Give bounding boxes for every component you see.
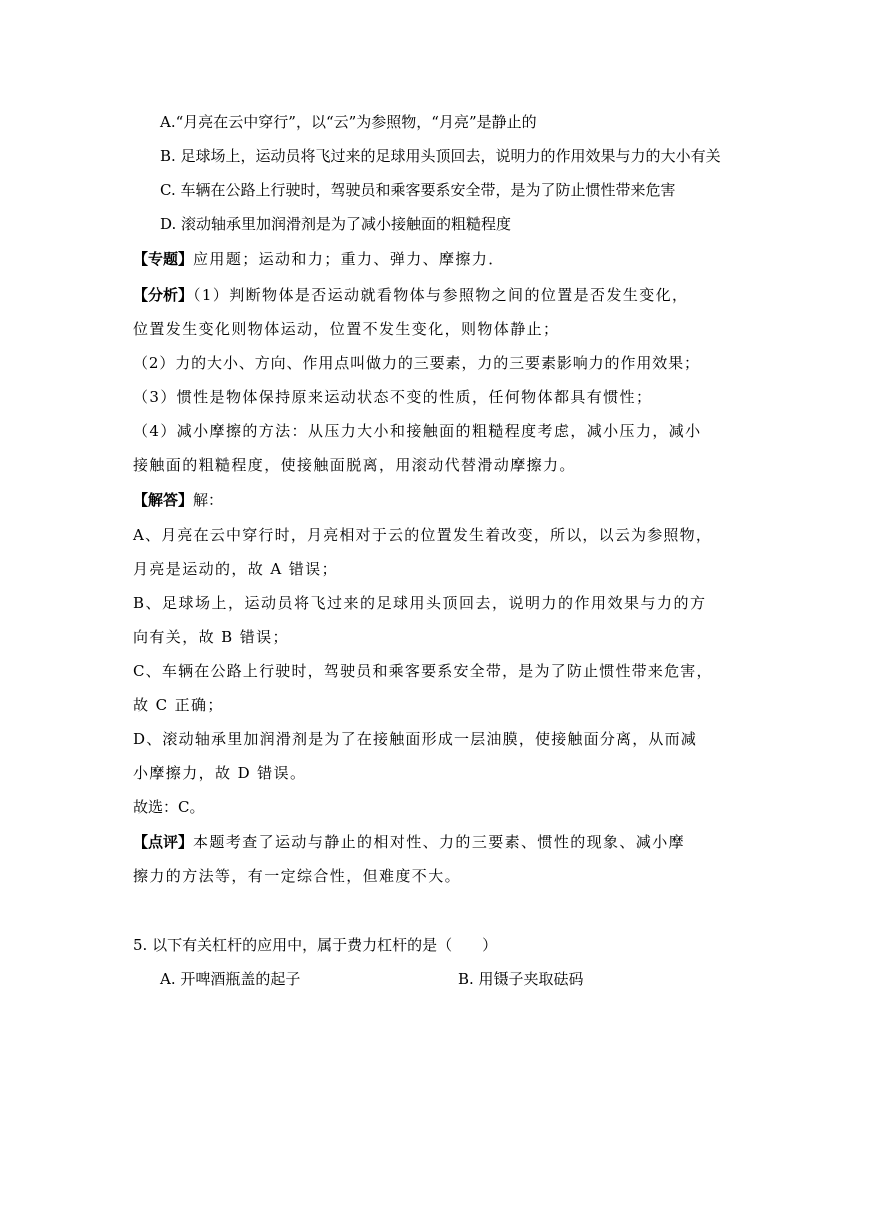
topic-tag: 【专题】 [133,250,194,268]
answer-line-2: 月亮是运动的，故 A 错误； [133,560,338,578]
analysis-line-2: 位置发生变化则物体运动，位置不发生变化，则物体静止； [133,320,560,338]
analysis-line-5: （4）减小摩擦的方法：从压力大小和接触面的粗糙程度考虑，减小压力，减小 [133,422,702,440]
comment-line-2: 擦力的方法等，有一定综合性，但难度不大。 [133,867,462,885]
answer-line-5: C、车辆在公路上行驶时，驾驶员和乘客要系安全带，是为了防止惯性带来危害， [133,662,713,680]
option-b-prev: B. 足球场上，运动员将飞过来的足球用头顶回去，说明力的作用效果与力的大小有关 [160,147,721,165]
answer-line-1: A、月亮在云中穿行时，月亮相对于云的位置发生着改变，所以，以云为参照物， [133,526,713,544]
comment-tag: 【点评】 [133,833,194,851]
answer-line-8: 小摩擦力，故 D 错误。 [133,764,307,782]
option-d-prev: D. 滚动轴承里加润滑剂是为了减小接触面的粗糙程度 [160,215,512,233]
question-5-option-a: A. 开啤酒瓶盖的起子 [160,970,301,988]
topic-text: 应用题；运动和力；重力、弹力、摩擦力． [193,250,505,268]
answer-line-4: 向有关，故 B 错误； [133,628,289,646]
answer-tag: 【解答】 [133,491,194,509]
analysis-line-4: （3）惯性是物体保持原来运动状态不变的性质，任何物体都具有惯性； [133,388,653,406]
option-a-prev: A.“月亮在云中穿行”，以“云”为参照物，“月亮”是静止的 [160,113,537,131]
answer-line-0 [133,490,223,510]
topic-line [133,249,505,269]
question-5-option-b: B. 用镊子夹取砝码 [458,970,584,988]
answer-intro: 解： [193,491,224,509]
comment-text-1: 本题考查了运动与静止的相对性、力的三要素、惯性的现象、减小摩 [193,833,686,851]
analysis-line-3: （2）力的大小、方向、作用点叫做力的三要素，力的三要素影响力的作用效果； [133,354,700,372]
option-c-prev: C. 车辆在公路上行驶时，驾驶员和乘客要系安全带，是为了防止惯性带来危害 [160,181,676,199]
question-5-stem: 5. 以下有关杠杆的应用中，属于费力杠杆的是（ ） [133,936,498,954]
analysis-line-6: 接触面的粗糙程度，使接触面脱离，用滚动代替滑动摩擦力。 [133,456,576,474]
analysis-text-1: （1）判断物体是否运动就看物体与参照物之间的位置是否发生变化， [193,286,689,304]
answer-line-9: 故选：C。 [133,798,205,816]
answer-line-7: D、滚动轴承里加润滑剂是为了在接触面形成一层油膜，使接触面分离，从而减 [133,730,698,748]
answer-line-3: B、足球场上，运动员将飞过来的足球用头顶回去，说明力的作用效果与力的方 [133,594,707,612]
answer-line-6: 故 C 正确； [133,696,224,714]
comment-line-1 [133,832,685,852]
analysis-tag: 【分析】 [133,286,194,304]
analysis-line-1 [133,285,688,305]
